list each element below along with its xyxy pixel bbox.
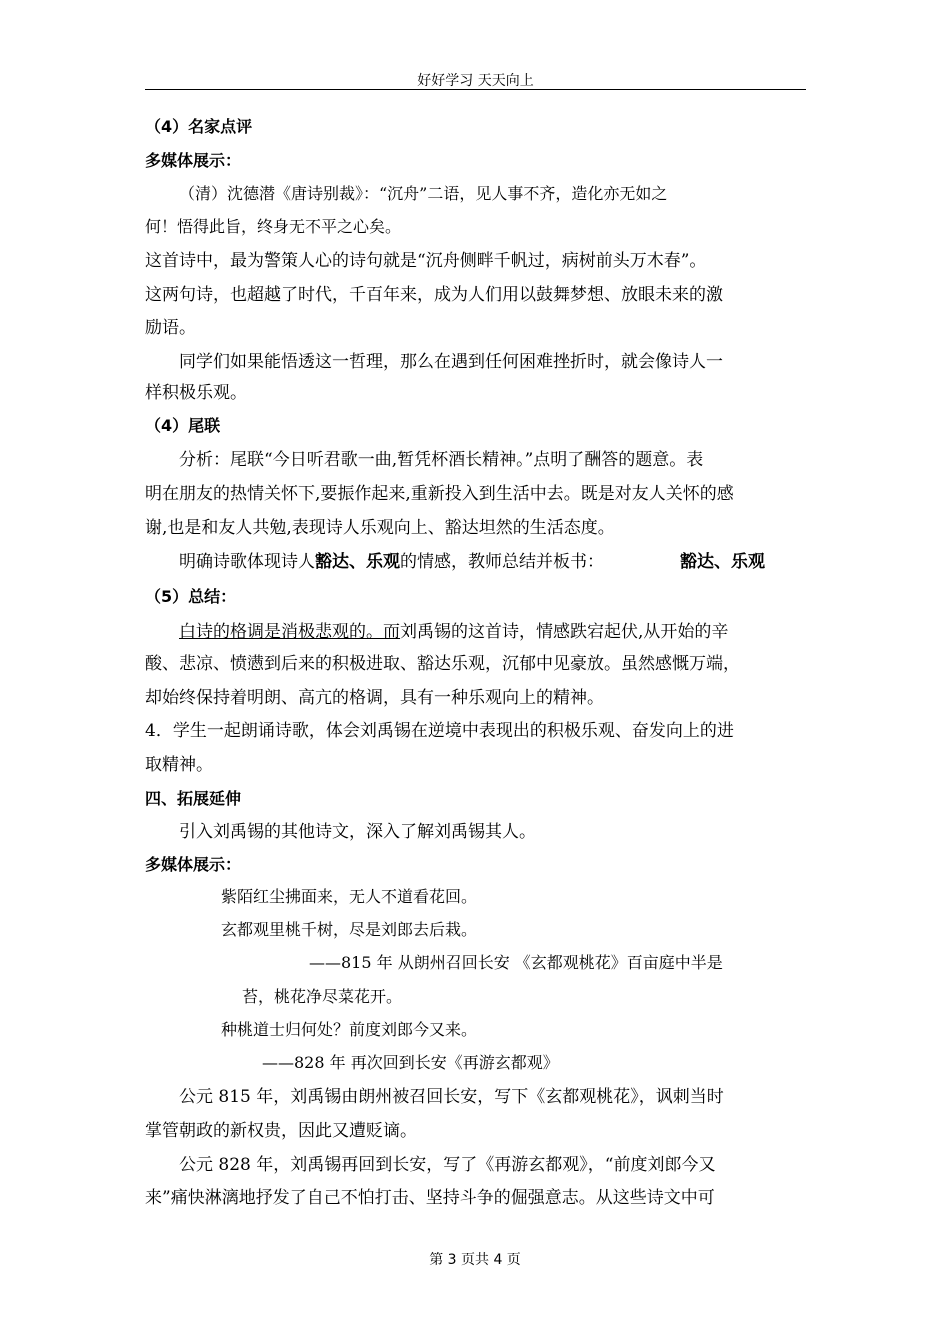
paragraph-line xyxy=(179,550,604,574)
text-run: 刘禹锡的这首诗，情感跌宕起伏,从开始的辛 xyxy=(400,622,729,642)
paragraph-line: 公元 828 年，刘禹锡再回到长安，写了《再游玄都观》，“前度刘郎今又 xyxy=(179,1155,716,1175)
poem-line: 种桃道士归何处？前度刘郎今又来。 xyxy=(221,1020,478,1039)
section-heading: （5）总结： xyxy=(145,587,237,606)
text-run: 的情感，教师总结并板书： xyxy=(400,552,604,572)
paragraph-line: 谢,也是和友人共勉,表现诗人乐观向上、豁达坦然的生活态度。 xyxy=(145,518,615,538)
paragraph-line: 公元 815 年，刘禹锡由朗州被召回长安，写下《玄都观桃花》，讽刺当时 xyxy=(179,1087,724,1107)
section-heading: （4）名家点评 xyxy=(145,117,253,136)
section-heading: 多媒体展示： xyxy=(145,151,242,170)
paragraph-line: 分析：尾联“今日听君歌一曲,暂凭杯酒长精神。”点明了酬答的题意。表 xyxy=(179,450,704,470)
paragraph-line: 样积极乐观。 xyxy=(145,383,247,403)
paragraph-line: 同学们如果能悟透这一哲理，那么在遇到任何困难挫折时，就会像诗人一 xyxy=(179,352,723,372)
quote-line: 何！悟得此旨，终身无不平之心矣。 xyxy=(145,217,402,236)
underlined-text: 白诗的格调是消极悲观的。而 xyxy=(179,622,400,642)
poem-citation: ——815 年 从朗州召回长安 《玄都观桃花》百亩庭中半是 xyxy=(309,953,723,972)
paragraph-line: 4．学生一起朗诵诗歌，体会刘禹锡在逆境中表现出的积极乐观、奋发向上的进 xyxy=(145,721,734,741)
poem-line: 紫陌红尘拂面来，无人不道看花回。 xyxy=(221,887,478,906)
poem-line: 玄都观里桃千树，尽是刘郎去后栽。 xyxy=(221,920,478,939)
quote-line: （清）沈德潜《唐诗别裁》：“沉舟”二语，见人事不齐，造化亦无如之 xyxy=(179,184,668,203)
paragraph-line: 酸、悲凉、愤懑到后来的积极进取、豁达乐观，沉郁中见豪放。虽然感慨万端， xyxy=(145,654,740,674)
paragraph-line: 这首诗中，最为警策人心的诗句就是“沉舟侧畔千帆过，病树前头万木春”。 xyxy=(145,251,707,271)
emphasis-text: 豁达、乐观 xyxy=(315,552,400,572)
section-heading: 四、拓展延伸 xyxy=(145,789,242,808)
paragraph-line: 明在朋友的热情关怀下,要振作起来,重新投入到生活中去。既是对友人关怀的感 xyxy=(145,484,734,504)
header-rule xyxy=(145,89,806,90)
poem-citation: ——828 年 再次回到长安《再游玄都观》 xyxy=(262,1053,559,1072)
paragraph-line: 掌管朝政的新权贵，因此又遭贬谪。 xyxy=(145,1121,417,1141)
paragraph-line xyxy=(179,620,728,644)
page-header: 好好学习 天天向上 xyxy=(417,73,534,89)
paragraph-line: 励语。 xyxy=(145,318,196,338)
poem-line: 苔，桃花净尽菜花开。 xyxy=(242,987,403,1006)
paragraph-line: 引入刘禹锡的其他诗文，深入了解刘禹锡其人。 xyxy=(179,822,536,842)
paragraph-line: 却始终保持着明朗、高亢的格调，具有一种乐观向上的精神。 xyxy=(145,688,604,708)
paragraph-line: 来”痛快淋漓地抒发了自己不怕打击、坚持斗争的倔强意志。从这些诗文中可 xyxy=(145,1188,715,1208)
section-heading: （4）尾联 xyxy=(145,416,221,435)
blackboard-note: 豁达、乐观 xyxy=(680,552,765,572)
page-footer: 第 3 页共 4 页 xyxy=(429,1252,521,1268)
paragraph-line: 取精神。 xyxy=(145,755,213,775)
text-run: 明确诗歌体现诗人 xyxy=(179,552,315,572)
paragraph-line: 这两句诗，也超越了时代，千百年来，成为人们用以鼓舞梦想、放眼未来的激 xyxy=(145,285,723,305)
section-heading: 多媒体展示： xyxy=(145,855,242,874)
